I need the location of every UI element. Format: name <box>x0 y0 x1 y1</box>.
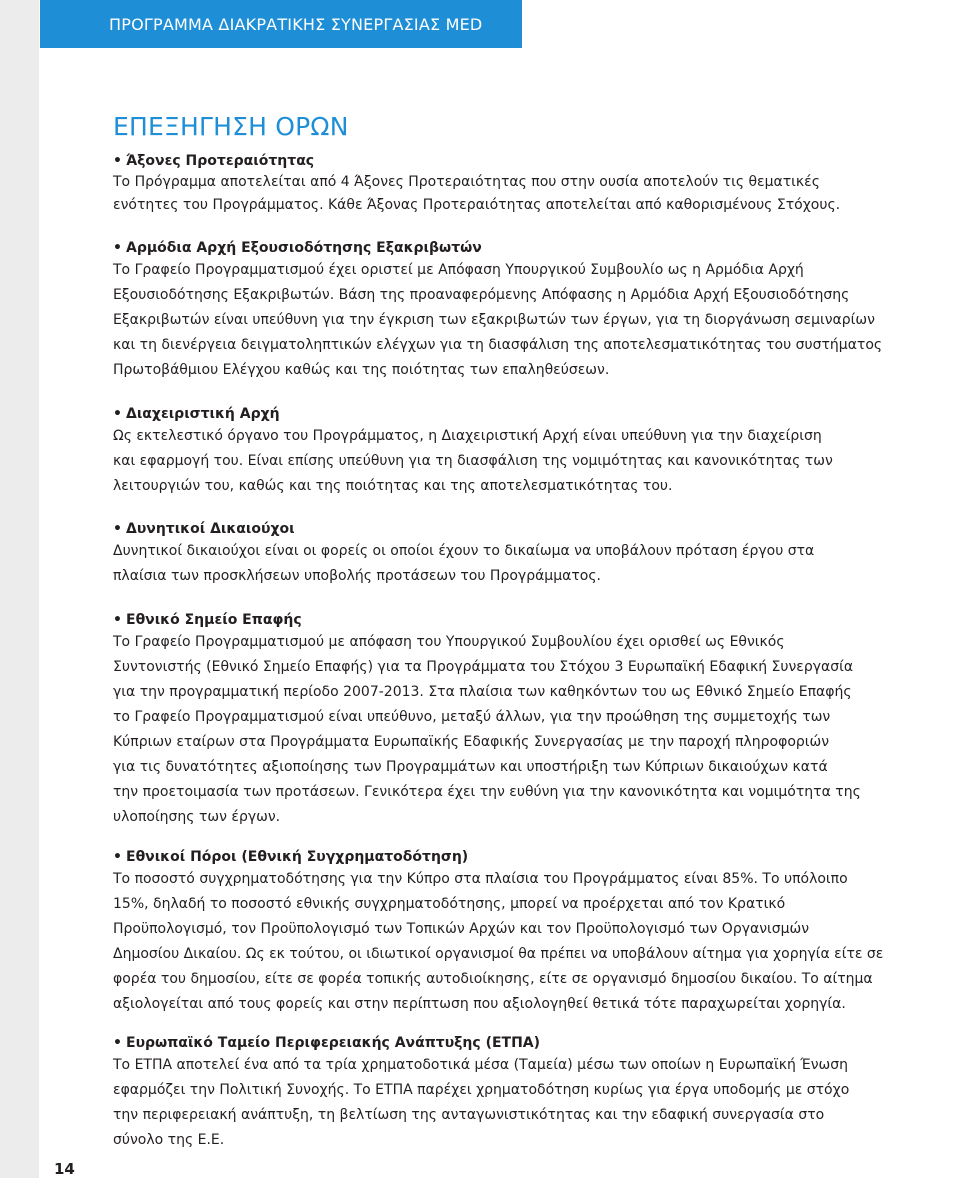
left-margin-bar <box>0 0 39 1178</box>
paragraph-line: την προετοιμασία των προτάσεων. Γενικότερα έχει την ευθύνη για την κανονικότητα και νομιμότητα της <box>113 784 861 800</box>
paragraph-line: φορέα του δημοσίου, είτε σε φορέα τοπικής αυτοδιοίκησης, είτε σε οργανισμό δημοσίου δικαίου. Το αίτημα <box>113 971 873 987</box>
section-heading: • Εθνικοί Πόροι (Εθνική Συγχρηματοδότηση) <box>113 849 469 865</box>
paragraph-line: Πρωτοβάθμιου Ελέγχου καθώς και της ποιότητας των επαληθεύσεων. <box>113 362 610 378</box>
paragraph-line: Δημοσίου Δικαίου. Ως εκ τούτου, οι ιδιωτικοί οργανισμοί θα πρέπει να υποβάλουν αίτημα για χορηγία είτε σε <box>113 946 884 962</box>
paragraph-line: Το Γραφείο Προγραμματισμού έχει οριστεί με Απόφαση Υπουργικού Συμβουλίο ως η Αρμόδια Αρχή <box>113 262 804 278</box>
paragraph-line: 15%, δηλαδή το ποσοστό εθνικής συγχρηματοδότησης, μπορεί να προέρχεται από τον Κρατικό <box>113 896 786 912</box>
paragraph-line: για την προγραμματική περίοδο 2007-2013. Στα πλαίσια των καθηκόντων του ως Εθνικό Σημείο Επαφής <box>113 684 852 700</box>
paragraph-line: αξιολογείται από τους φορείς και στην περίπτωση που αξιολογηθεί θετικά τότε παραχωρείται χορηγία. <box>113 996 846 1012</box>
paragraph-line: την περιφερειακή ανάπτυξη, τη βελτίωση της ανταγωνιστικότητας και την εδαφική συνεργασία στο <box>113 1107 825 1123</box>
bullet-icon: • <box>113 612 122 628</box>
paragraph-line: ενότητες του Προγράμματος. Κάθε Άξονας Προτεραιότητας αποτελείται από καθορισμένους Στόχους. <box>113 197 841 213</box>
section-heading: • Άξονες Προτεραιότητας <box>113 153 315 169</box>
paragraph-line: Εξακριβωτών είναι υπεύθυνη για την έγκριση των εξακριβωτών των έργων, για τη διοργάνωση σεμιναρίων <box>113 312 875 328</box>
header-banner <box>40 0 522 48</box>
paragraph-line: για τις δυνατότητες αξιοποίησης των Προγραμμάτων και υποστήριξη των Κύπριων δικαιούχων κατά <box>113 759 828 775</box>
bullet-icon: • <box>113 1035 122 1051</box>
section-heading: • Ευρωπαϊκό Ταμείο Περιφερειακής Ανάπτυξης (ΕΤΠΑ) <box>113 1035 541 1051</box>
section-heading: • Εθνικό Σημείο Επαφής <box>113 612 302 628</box>
bullet-icon: • <box>113 240 122 256</box>
section-national-contact-point <box>113 610 903 830</box>
header-title: ΠΡΟΓΡΑΜΜΑ ΔΙΑΚΡΑΤΙΚΗΣ ΣΥΝΕΡΓΑΣΙΑΣ MED <box>109 15 483 34</box>
section-priority-axes <box>113 151 903 217</box>
paragraph-line: Το ποσοστό συγχρηματοδότησης για την Κύπρο στα πλαίσια του Προγράμματος είναι 85%. Το υπόλοιπο <box>113 871 848 887</box>
paragraph-line: Προϋπολογισμό, τον Προϋπολογισμό των Τοπικών Αρχών και τον Προϋπολογισμό των Οργανισμών <box>113 921 810 937</box>
bullet-icon: • <box>113 153 122 169</box>
paragraph-line: Κύπριων εταίρων στα Προγράμματα Ευρωπαϊκής Εδαφικής Συνεργασίας με την παροχή πληροφοριών <box>113 734 830 750</box>
paragraph-line: Ως εκτελεστικό όργανο του Προγράμματος, η Διαχειριστική Αρχή είναι υπεύθυνη για την διαχείριση <box>113 428 822 444</box>
bullet-icon: • <box>113 406 122 422</box>
paragraph-line: υλοποίησης των έργων. <box>113 809 281 825</box>
section-heading: • Διαχειριστική Αρχή <box>113 406 280 422</box>
paragraph-line: σύνολο της Ε.Ε. <box>113 1132 225 1148</box>
paragraph-line: Δυνητικοί δικαιούχοι είναι οι φορείς οι οποίοι έχουν το δικαίωμα να υποβάλουν πρόταση έργου στα <box>113 543 815 559</box>
paragraph-line: Το Πρόγραμμα αποτελείται από 4 Άξονες Προτεραιότητας που στην ουσία αποτελούν τις θεματικές <box>113 174 820 190</box>
section-heading: • Δυνητικοί Δικαιούχοι <box>113 521 295 537</box>
paragraph-line: και εφαρμογή του. Είναι επίσης υπεύθυνη για τη διασφάλιση της νομιμότητας και κανονικότητας των <box>113 453 833 469</box>
bullet-icon: • <box>113 849 122 865</box>
paragraph-line: πλαίσια των προσκλήσεων υποβολής προτάσεων του Προγράμματος. <box>113 568 602 584</box>
paragraph-line: και τη διενέργεια δειγματοληπτικών ελέγχων για τη διασφάλιση της αποτελεσματικότητας του συστήματος <box>113 337 883 353</box>
paragraph-line: Το ΕΤΠΑ αποτελεί ένα από τα τρία χρηματοδοτικά μέσα (Ταμεία) μέσω των οποίων η Ευρωπαϊκή Ένωση <box>113 1057 848 1073</box>
bullet-icon: • <box>113 521 122 537</box>
paragraph-line: λειτουργιών του, καθώς και της ποιότητας και της αποτελεσματικότητας του. <box>113 478 673 494</box>
paragraph-line: το Γραφείο Προγραμματισμού είναι υπεύθυνο, μεταξύ άλλων, για την προώθηση της συμμετοχής των <box>113 709 831 725</box>
page-title: ΕΠΕΞΗΓΗΣΗ ΟΡΩΝ <box>113 112 349 141</box>
section-national-resources <box>113 847 903 1017</box>
section-verifier-authority <box>113 238 903 383</box>
paragraph-line: Εξουσιοδότησης Εξακριβωτών. Βάση της προαναφερόμενης Απόφασης η Αρμόδια Αρχή Εξουσιοδότησης <box>113 287 850 303</box>
paragraph-line: Το Γραφείο Προγραμματισμού με απόφαση του Υπουργικού Συμβουλίου έχει ορισθεί ως Εθνικός <box>113 634 785 650</box>
page-number: 14 <box>54 1160 75 1178</box>
paragraph-line: Συντονιστής (Εθνικό Σημείο Επαφής) για τα Προγράμματα του Στόχου 3 Ευρωπαϊκή Εδαφική Συνεργασία <box>113 659 854 675</box>
section-erdf <box>113 1033 903 1153</box>
paragraph-line: εφαρμόζει την Πολιτική Συνοχής. Το ΕΤΠΑ παρέχει χρηματοδότηση κυρίως για έργα υποδομής με στόχο <box>113 1082 850 1098</box>
section-potential-beneficiaries <box>113 519 903 589</box>
section-heading: • Αρμόδια Αρχή Εξουσιοδότησης Εξακριβωτών <box>113 240 482 256</box>
section-managing-authority <box>113 404 903 499</box>
